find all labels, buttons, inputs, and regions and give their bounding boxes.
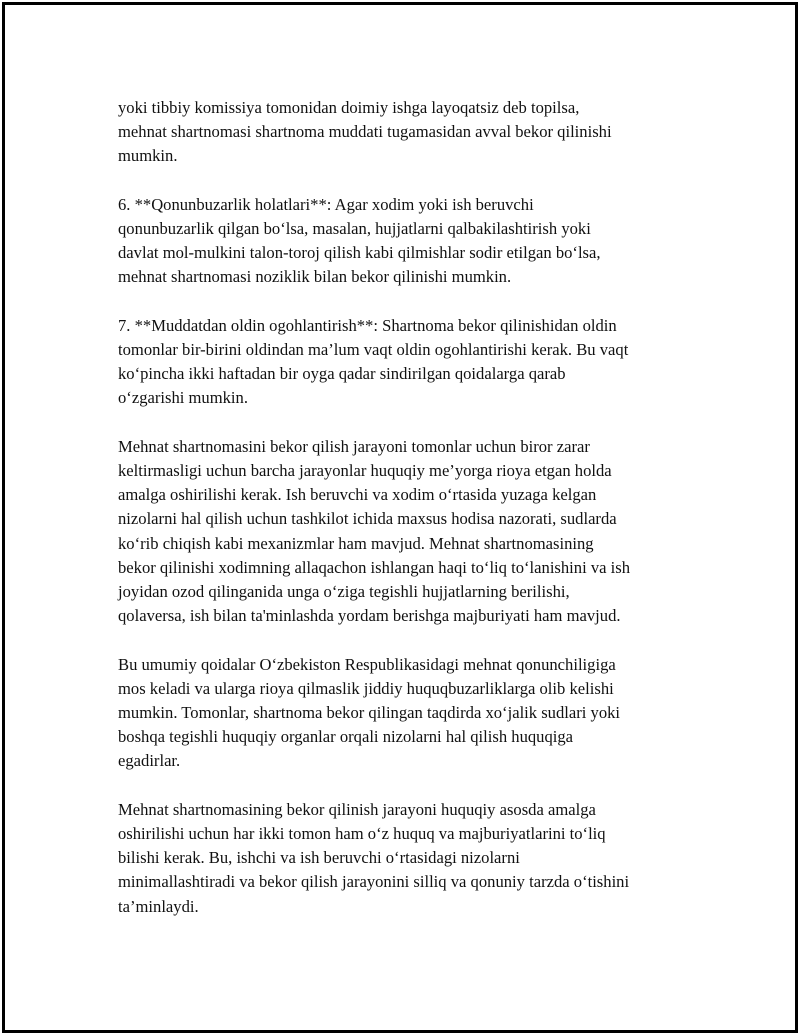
paragraph-general-rules — [118, 653, 690, 774]
text-line: ko‘pincha ikki haftadan bir oyga qadar sindirilgan qoidalarga qarab — [118, 364, 566, 384]
text-line: bekor qilinishi xodimning allaqachon ishlangan haqi to‘liq to‘lanishini va ish — [118, 557, 631, 577]
text-line: davlat mol-mulkini talon-toroj qilish kabi qilmishlar sodir etilgan bo‘lsa, — [118, 243, 601, 263]
text-line: mumkin. Tomonlar, shartnoma bekor qilingan taqdirda xo‘jalik sudlari yoki — [118, 703, 621, 723]
text-line: ko‘rib chiqish kabi mexanizmlar ham mavjud. Mehnat shartnomasining — [118, 533, 594, 553]
paragraph-conclusion — [118, 798, 690, 919]
text-line: minimallashtiradi va bekor qilish jarayonini silliq va qonuniy tarzda o‘tishini — [118, 872, 630, 892]
text-line: bilishi kerak. Bu, ishchi va ish beruvchi o‘rtasidagi nizolarni — [118, 848, 520, 868]
text-line: 6. **Qonunbuzarlik holatlari**: Agar xodim yoki ish beruvchi — [118, 194, 534, 214]
text-line: Mehnat shartnomasining bekor qilinish jarayoni huquqiy asosda amalga — [118, 799, 596, 819]
text-line: amalga oshirilishi kerak. Ish beruvchi va xodim o‘rtasida yuzaga kelgan — [118, 485, 597, 505]
text-line: qolaversa, ish bilan ta'minlashda yordam berishga majburiyati ham mavjud. — [118, 606, 621, 626]
text-line: Mehnat shartnomasini bekor qilish jarayoni tomonlar uchun biror zarar — [118, 436, 590, 456]
paragraph-violations — [118, 193, 690, 290]
text-line: joyidan ozod qilinganida unga o‘ziga tegishli hujjatlarning berilishi, — [118, 582, 570, 602]
text-line: Bu umumiy qoidalar O‘zbekiston Respublikasidagi mehnat qonunchiligiga — [118, 654, 616, 674]
text-line: mumkin. — [118, 146, 178, 166]
text-line: 7. **Muddatdan oldin ogohlantirish**: Shartnoma bekor qilinishidan oldin — [118, 315, 617, 335]
text-line: ta’minlaydi. — [118, 896, 199, 916]
paragraph-early-notice — [118, 314, 690, 411]
text-line: nizolarni hal qilish uchun tashkilot ichida maxsus hodisa nazorati, sudlarda — [118, 509, 617, 529]
document-body — [118, 96, 690, 943]
text-line: mehnat shartnomasi noziklik bilan bekor qilinishi mumkin. — [118, 267, 512, 287]
text-line: boshqa tegishli huquqiy organlar orqali nizolarni hal qilish huquqiga — [118, 727, 574, 747]
text-line: keltirmasligi uchun barcha jarayonlar huquqiy me’yorga rioya etgan holda — [118, 461, 612, 480]
text-line: mos keladi va ularga rioya qilmaslik jiddiy huquqbuzarliklarga olib kelishi — [118, 678, 614, 698]
text-line: mehnat shartnomasi shartnoma muddati tugamasidan avval bekor qilinishi — [118, 122, 612, 142]
paragraph-medical-commission — [118, 96, 690, 169]
text-line: qonunbuzarlik qilgan bo‘lsa, masalan, hujjatlarni qalbakilashtirish yoki — [118, 219, 591, 238]
text-line: yoki tibbiy komissiya tomonidan doimiy ishga layoqatsiz deb topilsa, — [118, 98, 580, 117]
paragraph-termination-process — [118, 435, 690, 629]
text-line: tomonlar bir-birini oldindan ma’lum vaqt oldin ogohlantirishi kerak. Bu vaqt — [118, 340, 629, 359]
text-line: o‘zgarishi mumkin. — [118, 388, 248, 408]
text-line: egadirlar. — [118, 751, 181, 771]
text-line: oshirilishi uchun har ikki tomon ham o‘z huquq va majburiyatlarini to‘liq — [118, 824, 606, 844]
